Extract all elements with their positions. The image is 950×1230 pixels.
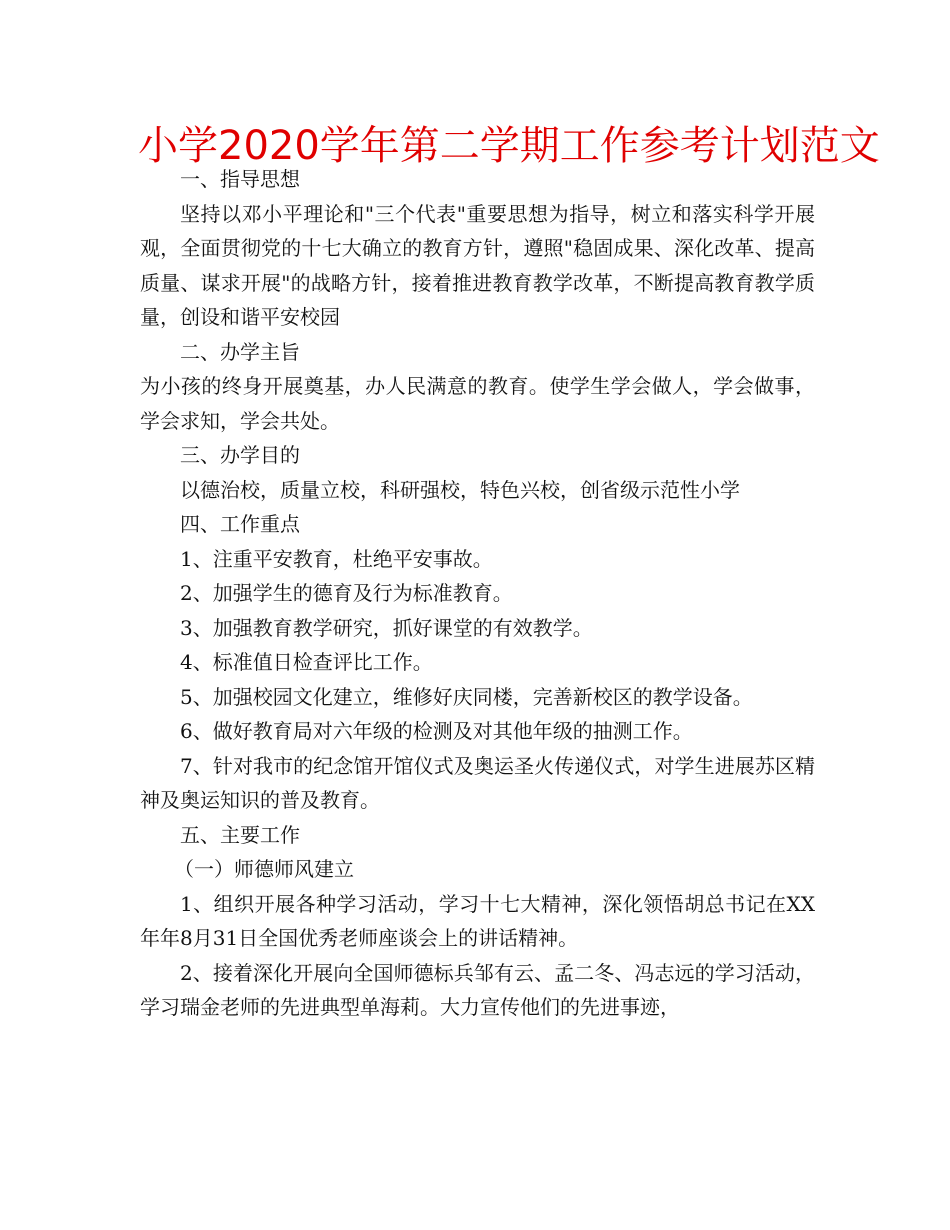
list-item: 1、组织开展各种学习活动，学习十七大精神，深化领悟胡总书记在XX年年8月31日全国优秀老师座谈会上的讲话精神。 xyxy=(140,891,815,950)
list-item: 1、注重平安教育，杜绝平安事故。 xyxy=(180,546,493,571)
list-item: 2、加强学生的德育及行为标准教育。 xyxy=(180,581,513,605)
paragraph-school-purpose: 为小孩的终身开展奠基，办人民满意的教育。使学生学会做人，学会做事，学会求知，学会共处。 xyxy=(140,374,815,433)
document-title: 小学2020学年第二学期工作参考计划范文 xyxy=(138,123,880,169)
section-heading-school-goal: 三、办学目的 xyxy=(180,443,300,467)
list-item: 2、接着深化开展向全国师德标兵邹有云、孟二冬、冯志远的学习活动，学习瑞金老师的先进典型单海莉。大力宣传他们的先进事迹， xyxy=(140,960,815,1019)
list-item: 4、标准值日检查评比工作。 xyxy=(180,650,433,674)
paragraph-guiding-thought: 坚持以邓小平理论和"三个代表"重要思想为指导，树立和落实科学开展观，全面贯彻党的十七大确立的教育方针，遵照"稳固成果、深化改革、提高质量、谋求开展"的战略方针，接着推进教育教学改革，不断提高教育教学质量，创设和谐平安校园 xyxy=(140,201,815,329)
section-heading-work-focus: 四、工作重点 xyxy=(180,512,300,536)
list-item: 3、加强教育教学研究，抓好课堂的有效教学。 xyxy=(180,615,593,640)
list-item: 7、针对我市的纪念馆开馆仪式及奥运圣火传递仪式，对学生进展苏区精神及奥运知识的普及教育。 xyxy=(140,753,815,812)
section-heading-guiding-thought: 一、指导思想 xyxy=(180,167,300,191)
section-heading-school-purpose: 二、办学主旨 xyxy=(180,339,300,364)
paragraph-school-goal: 以德治校，质量立校，科研强校，特色兴校，创省级示范性小学 xyxy=(180,477,740,502)
section-heading-main-work: 五、主要工作 xyxy=(180,822,300,847)
list-item: 5、加强校园文化建立，维修好庆同楼，完善新校区的教学设备。 xyxy=(180,684,753,709)
subsection-heading-teacher-ethics: （一）师德师风建立 xyxy=(174,857,354,881)
list-item: 6、做好教育局对六年级的检测及对其他年级的抽测工作。 xyxy=(180,719,693,743)
document-body xyxy=(140,162,815,1025)
